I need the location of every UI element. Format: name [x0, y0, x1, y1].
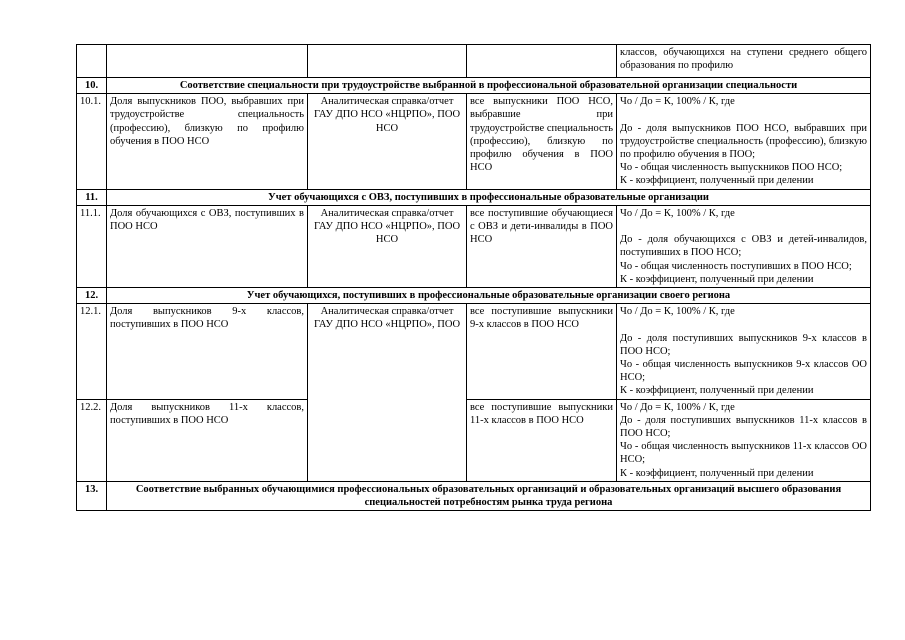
formula-head: Чо / До = К, 100% / К, где	[620, 401, 735, 413]
cell-indicator	[107, 45, 308, 78]
section-number: 12.	[77, 288, 107, 304]
formula-line: К - коэффициент, полученный при делении	[620, 273, 814, 285]
indicators-table	[76, 44, 871, 511]
cell-population: все поступившие выпускники 11-х классов в ПОО НСО	[467, 399, 617, 481]
cell-population: все выпускники ПОО НСО, выбравшие при трудоустройстве специальность (профессию), близкую по профилю обучения в ПОО НСО	[467, 94, 617, 189]
cell-population: все поступившие обучающиеся с ОВЗ и дети-инвалиды в ПОО НСО	[467, 205, 617, 287]
cell-population: все поступившие выпускники 9-х классов в ПОО НСО	[467, 304, 617, 399]
table-row-12-1	[77, 304, 871, 399]
cell-indicator: Доля выпускников ПОО, выбравших при трудоустройстве специальность (профессию), близкую по профилю обучения в ПОО НСО	[107, 94, 308, 189]
formula-line: К - коэффициент, полученный при делении	[620, 175, 814, 187]
table-row-10-1	[77, 94, 871, 189]
formula-line: К - коэффициент, полученный при делении	[620, 385, 814, 397]
formula-line: Чо - общая численность выпускников 9-х классов ОО НСО;	[620, 359, 867, 384]
table-row-continuation	[77, 45, 871, 78]
section-title: Учет обучающихся с ОВЗ, поступивших в профессиональные образовательные организации	[107, 189, 871, 205]
cell-num: 12.2.	[77, 399, 107, 481]
section-row-10	[77, 78, 871, 94]
section-title: Соответствие выбранных обучающимися профессиональных образовательных организаций и образовательных организаций высшего образования специальностей потребностям рынка труда региона	[107, 481, 871, 510]
cell-indicator: Доля выпускников 9-х классов, поступивших в ПОО НСО	[107, 304, 308, 399]
formula-head: Чо / До = К, 100% / К, где	[620, 96, 735, 108]
section-title: Учет обучающихся, поступивших в профессиональные образовательные организации своего региона	[107, 288, 871, 304]
section-title: Соответствие специальности при трудоустройстве выбранной в профессиональной образовательной организации специальности	[107, 78, 871, 94]
cell-formula	[617, 304, 871, 399]
cell-num: 11.1.	[77, 205, 107, 287]
formula-line: До - доля выпускников ПОО НСО, выбравших при трудоустройстве специальность (профессию), близкую по профилю обучения в ПОО;	[620, 122, 867, 160]
table-row-11-1	[77, 205, 871, 287]
section-number: 10.	[77, 78, 107, 94]
cell-indicator: Доля выпускников 11-х классов, поступивших в ПОО НСО	[107, 399, 308, 481]
cell-num: 12.1.	[77, 304, 107, 399]
section-number: 13.	[77, 481, 107, 510]
formula-head: Чо / До = К, 100% / К, где	[620, 207, 735, 219]
cell-source: Аналитическая справка/отчет ГАУ ДПО НСО «НЦРПО», ПОО НСО	[308, 94, 467, 189]
cell-indicator: Доля обучающихся с ОВЗ, поступивших в ПОО НСО	[107, 205, 308, 287]
formula-line: Чо - общая численность выпускников 11-х классов ОО НСО;	[620, 441, 867, 466]
cell-formula	[617, 94, 871, 189]
section-row-11	[77, 189, 871, 205]
cell-population	[467, 45, 617, 78]
section-number: 11.	[77, 189, 107, 205]
cell-num: 10.1.	[77, 94, 107, 189]
formula-line: Чо - общая численность выпускников ПОО НСО;	[620, 162, 843, 174]
cell-formula	[617, 205, 871, 287]
table-row-12-2	[77, 399, 871, 481]
cell-formula: классов, обучающихся на ступени среднего общего образования по профилю	[617, 45, 871, 78]
formula-line: До - доля обучающихся с ОВЗ и детей-инвалидов, поступивших в ПОО НСО;	[620, 234, 867, 259]
cell-formula	[617, 399, 871, 481]
cell-num	[77, 45, 107, 78]
cell-source	[308, 45, 467, 78]
formula-line: К - коэффициент, полученный при делении	[620, 467, 814, 479]
formula-line: До - доля поступивших выпускников 9-х классов в ПОО НСО;	[620, 332, 867, 357]
cell-source: Аналитическая справка/отчет ГАУ ДПО НСО «НЦРПО», ПОО НСО	[308, 205, 467, 287]
section-row-13	[77, 481, 871, 510]
section-row-12	[77, 288, 871, 304]
formula-head: Чо / До = К, 100% / К, где	[620, 306, 735, 318]
formula-line: Чо - общая численность поступивших в ПОО НСО;	[620, 260, 852, 272]
formula-line: До - доля поступивших выпускников 11-х классов в ПОО НСО;	[620, 414, 867, 440]
cell-source: Аналитическая справка/отчет ГАУ ДПО НСО «НЦРПО», ПОО	[308, 304, 467, 482]
